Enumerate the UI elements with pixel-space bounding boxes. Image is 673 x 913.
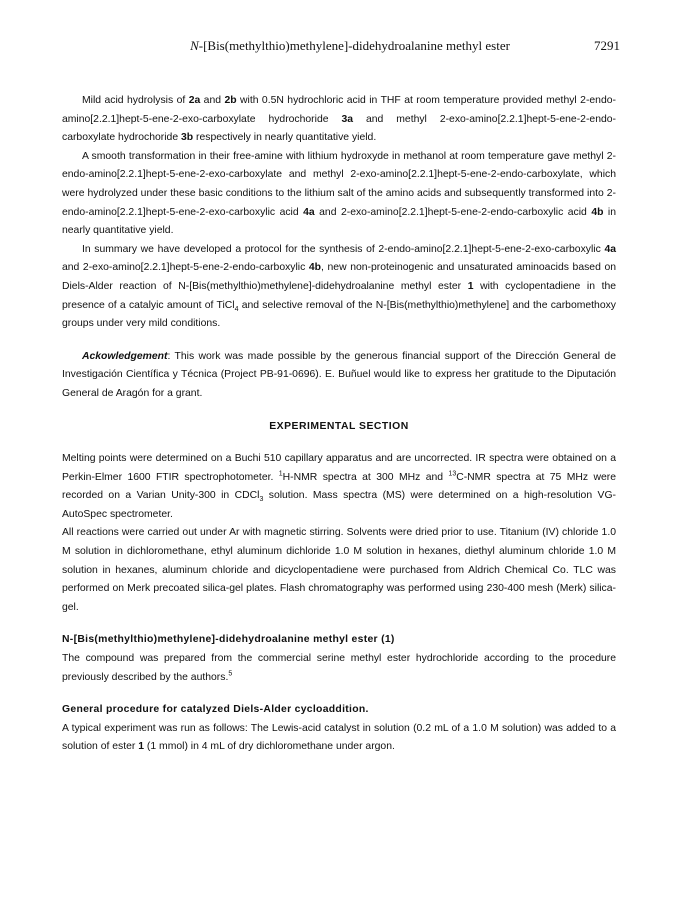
article-body [62,92,616,757]
spacer [62,334,616,348]
paragraph-instruments: Melting points were determined on a Buchi 510 capillary apparatus and are uncorrected. IR spectra were obtained on a Perkin-Elmer 1600 FTIR spectrophotometer. $^1$H-NMR spectra at 300 MHz and $^{13}$C-NMR spectra at 75 MHz were recorded on a Varian Unity-300 in CDCl$_3$ solution. Mass spectra (MS) were determined on a high-resolution VG-AutoSpec spectrometer. [62,453,616,520]
paragraph-transformation: A smooth transformation in their free-amine with lithium hydroxyde in methanol at room temperature gave methyl 2-endo-amino[2.2.1]hept-5-ene-2-exo-carboxylate and methyl 2-exo-amino[2.2.1]hept-5-ene-2-endo-carboxylate, which were hydrolyzed under these basic conditions to the lithium salt of the amino acids and subsequently transformed into 2-endo-amino[2.2.1]hept-5-ene-2-exo-carboxylic acid 4a and 2-exo-amino[2.2.1]hept-5-ene-2-endo-carboxylic acid 4b in nearly quantitative yield. [62,150,617,237]
acknowledgement-text: : This work was made possible by the generous financial support of the Dirección General de Investigación Científica y Técnica (Project PB-91-0696). E. Buñuel would like to express her gratitude to the Diputación General de Aragón for a grant. [62,350,616,399]
spacer [62,687,616,701]
spacer [62,404,616,418]
running-head-italic: N [190,38,199,53]
experimental-heading: EXPERIMENTAL SECTION [269,420,409,432]
acknowledgement-label: Ackowledgement [82,350,168,362]
spacer [62,617,616,631]
page-number: 7291 [594,38,620,53]
compound-1-heading: N-[Bis(methylthio)methylene]-didehydroalanine methyl ester (1) [62,634,395,646]
acknowledgement-paragraph [62,348,616,404]
compound-1-text: The compound was prepared from the commercial serine methyl ester hydrochloride according to the procedure previously described by the authors.$^5$ [62,653,616,683]
paragraph-materials: All reactions were carried out under Ar with magnetic stirring. Solvents were dried prior to use. Titanium (IV) chloride 1.0 M solution in dichloromethane, ethyl aluminum dichloride 1.0 M solution in hexanes, diethyl aluminum chloride 1.0 M solution in hexanes, aluminum chloride and dicyclopentadiene were purchased from Aldrich Chemical Co. TLC was performed on Merk precoated silica-gel plates. Flash chromatography was performed using 230-400 mesh (Merk) silica-gel. [62,527,616,613]
paragraph-hydrolysis: Mild acid hydrolysis of 2a and 2b with 0.5N hydrochloric acid in THF at room temperature provided methyl 2-endo-amino[2.2.1]hept-5-ene-2-exo-carboxylate hydrochoride 3a and methyl 2-exo-amino[2.2.1]hept-5-ene-2-endo-carboxylate hydrochoride 3b respectively in nearly quantitative yield. [62,95,616,144]
paragraph-summary: In summary we have developed a protocol for the synthesis of 2-endo-amino[2.2.1]hept-5-ene-2-exo-carboxylic 4a and 2-exo-amino[2.2.1]hept-5-ene-2-endo-carboxylic 4b, new non-proteinogenic and unsaturated aminoacids based on Diels-Alder reaction of N-[Bis(methylthio)methylene]-didehydroalanine methyl ester 1 with cyclopentadiene in the presence of a catalyic amount of TiCl$_4$ and selective removal of the N-[Bis(methylthio)methylene] and the carbomethoxy groups under very mild conditions. [62,243,617,330]
general-procedure-text: A typical experiment was run as follows: The Lewis-acid catalyst in solution (0.2 mL of a 1.0 M solution) was added to a solution of ester 1 (1 mmol) in 4 mL of dry dichloromethane under argon. [62,722,616,753]
running-head-title: -[Bis(methylthio)methylene]-didehydroalanine methyl ester [198,38,510,53]
general-procedure-heading: General procedure for catalyzed Diels-Alder cycloaddition. [62,704,369,716]
spacer [62,436,616,450]
running-head [90,38,610,54]
